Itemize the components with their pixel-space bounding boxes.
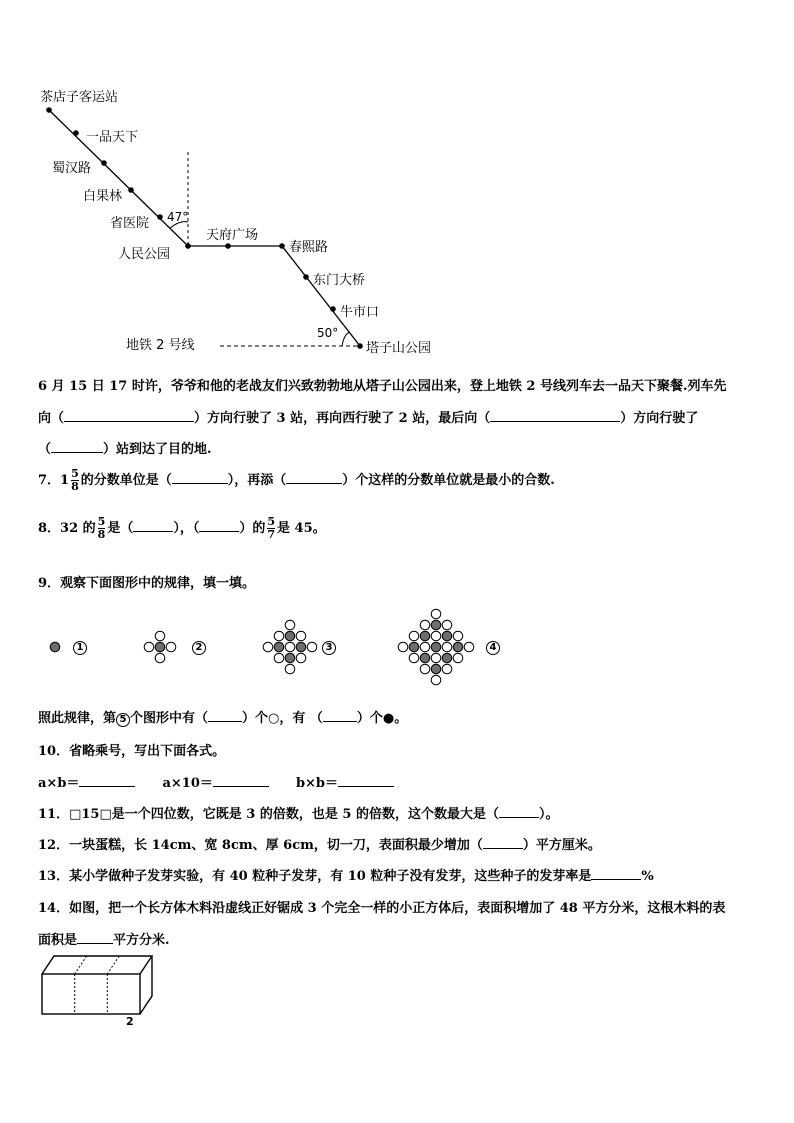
station-label: 蜀汉路 [52,161,92,176]
hollow-dot [296,653,306,663]
question-14-line2 [38,929,170,948]
cuboid-top-face [42,956,152,974]
cut-line [75,956,87,974]
question-6-text: ）方向行驶了 3 站，再向西行驶了 2 站，最后向（ [194,411,491,426]
station-dot [157,214,163,220]
hollow-dot [442,642,452,652]
figure-label: 3 [322,641,336,655]
question-13 [38,865,654,884]
hollow-dot [453,631,463,641]
station-label: 天府广场 [206,228,259,243]
hollow-dot [464,642,474,652]
answer-blank[interactable] [323,709,357,722]
station-dot [225,243,231,249]
question-8-text: ），（ [173,521,200,536]
question-7-text: 的分数单位是（ [80,473,172,488]
denominator: 8 [97,528,106,541]
station-dot [185,243,191,249]
figure-label: 2 [192,641,206,655]
figure-label: 4 [486,641,500,655]
station-label: 一品天下 [86,130,139,145]
answer-blank[interactable] [213,774,269,787]
station-label: 东门大桥 [313,273,366,288]
question-6-text: 向（ [38,411,65,426]
question-14-line1: 14．如图，把一个长方体木料沿虚线正好锯成 3 个完全一样的小正方体后，表面积增加了 48 平方分米，这根木料的表 [38,901,726,916]
question-number: 7． [38,473,61,488]
question-7 [38,468,555,493]
question-9-text: ）个○，有 （ [242,711,323,726]
fraction [98,516,106,541]
hollow-dot [398,642,408,652]
filled-dot [285,653,295,663]
question-9-answer [38,707,407,727]
angle-label: 47° [167,210,189,224]
hollow-dot [431,609,441,619]
hollow-dot [285,642,295,652]
numerator: 5 [267,515,276,528]
answer-blank[interactable] [133,519,173,532]
fraction [267,516,275,541]
question-12-text: 12．一块蛋糕，长 14cm、宽 8cm、厚 6cm，切一刀，表面积最少增加（ [38,838,483,853]
hollow-dot [431,653,441,663]
hollow-dot [420,642,430,652]
hollow-dot [431,631,441,641]
station-dot [303,274,309,280]
question-11-text: ）。 [538,807,559,822]
question-7-text: ）个这样的分数单位就是最小的合数. [342,473,555,488]
filled-dot [155,642,165,652]
station-dot [46,107,52,113]
station-label: 塔子山公园 [366,341,432,356]
hollow-dot [144,642,154,652]
filled-dot [431,620,441,630]
hollow-dot [285,620,295,630]
metro-line [49,110,360,346]
question-8-text: 是（ [107,521,134,536]
filled-dot [409,642,419,652]
filled-dot [420,653,430,663]
station-dot [128,187,134,193]
figure-number: 5 [116,713,130,727]
hollow-dot [431,675,441,685]
hollow-dot [442,620,452,630]
station-dot [279,243,285,249]
question-6-text: （ [38,442,52,457]
hollow-dot [442,664,452,674]
station-label: 人民公园 [118,247,171,262]
answer-blank[interactable] [591,867,641,880]
cuboid-front-face [42,974,140,1014]
hollow-dot [409,631,419,641]
hollow-dot [274,653,284,663]
question-8-text: ）的 [239,521,266,536]
expression: a×10＝ [162,776,213,791]
question-9-text: 照此规律，第 [38,711,117,726]
question-8-text: 8．32 的 [38,521,96,536]
numerator: 5 [97,515,106,528]
hollow-dot [453,653,463,663]
cuboid-figure [36,950,166,1025]
station-dot [101,160,107,166]
filled-dot [50,642,60,652]
question-9-text: ）个●。 [356,711,408,726]
answer-blank[interactable] [51,440,103,453]
question-11 [38,803,558,822]
dot-pattern-figures [0,600,794,700]
answer-blank[interactable] [199,519,239,532]
station-label: 省医院 [110,216,150,231]
hollow-dot [420,664,430,674]
denominator: 7 [267,528,276,541]
filled-dot [431,642,441,652]
expression: a×b＝ [38,776,80,791]
filled-dot [442,653,452,663]
hollow-dot [166,642,176,652]
filled-dot [442,631,452,641]
hollow-dot [263,642,273,652]
station-label: 春熙路 [289,240,329,255]
filled-dot [431,664,441,674]
filled-dot [274,642,284,652]
answer-blank[interactable] [64,409,194,422]
question-14-text: 平方分米. [113,933,170,948]
station-label: 牛市口 [340,305,380,320]
filled-dot [453,642,463,652]
hollow-dot [296,631,306,641]
answer-blank[interactable] [490,409,620,422]
question-13-text: % [641,869,654,884]
question-10-expressions [38,772,394,791]
figure-label: 1 [73,641,87,655]
question-6-line2 [38,407,698,426]
question-10-title: 10．省略乘号，写出下面各式。 [38,744,226,759]
hollow-dot [409,653,419,663]
hollow-dot [420,620,430,630]
answer-blank[interactable] [483,836,523,849]
answer-blank[interactable] [286,471,342,484]
question-7-text: ），再添（ [227,473,287,488]
cut-line [107,956,119,974]
filled-dot [296,642,306,652]
question-6-text: ）方向行驶了 [620,411,699,426]
question-8 [38,516,326,541]
question-13-text: 13．某小学做种子发芽实验，有 40 粒种子发芽，有 10 粒种子没有发芽，这些种子的发芽率是 [38,869,592,884]
answer-blank[interactable] [499,805,539,818]
line-label: 地铁 2 号线 [126,338,195,353]
question-6-text: 6 月 15 日 17 时许，爷爷和他的老战友们兴致勃勃地从塔子山公园出来，登上地铁 2 号线列车去一品天下聚餐.列车先 [38,379,727,394]
answer-blank[interactable] [172,471,228,484]
hollow-dot [155,653,165,663]
angle-arc-bottom [342,332,350,346]
fraction [71,468,79,493]
question-9-text: 个图形中有（ [130,711,209,726]
question-12 [38,834,601,853]
station-dot [73,130,79,136]
angle-label: 50° [317,326,339,340]
expression: b×b＝ [295,776,339,791]
numerator: 5 [71,467,79,480]
station-label: 茶店子客运站 [40,90,119,105]
question-12-text: ）平方厘米。 [522,838,601,853]
question-8-text: 是 45。 [277,521,326,536]
station-label: 白果林 [83,189,123,204]
hollow-dot [285,664,295,674]
metro-map [0,0,794,360]
question-6-line1 [38,375,726,394]
question-6-text: ）站到达了目的地. [103,442,212,457]
answer-blank[interactable] [77,931,113,944]
answer-blank[interactable] [338,774,394,787]
filled-dot [420,631,430,641]
station-dot [330,306,336,312]
filled-dot [285,631,295,641]
question-9-title: 9．观察下面图形中的规律，填一填。 [38,576,256,591]
hollow-dot [307,642,317,652]
answer-blank[interactable] [79,774,135,787]
question-14-text: 面积是 [38,933,78,948]
hollow-dot [274,631,284,641]
denominator: 8 [71,480,79,493]
dimension-label: 2 [126,1015,134,1028]
station-dot [357,343,363,349]
answer-blank[interactable] [208,709,242,722]
mixed-number-whole: 1 [60,473,70,488]
hollow-dot [155,631,165,641]
question-11-text: 11．□15□是一个四位数，它既是 3 的倍数，也是 5 的倍数，这个数最大是（ [38,807,499,822]
question-6-line3 [38,438,212,457]
